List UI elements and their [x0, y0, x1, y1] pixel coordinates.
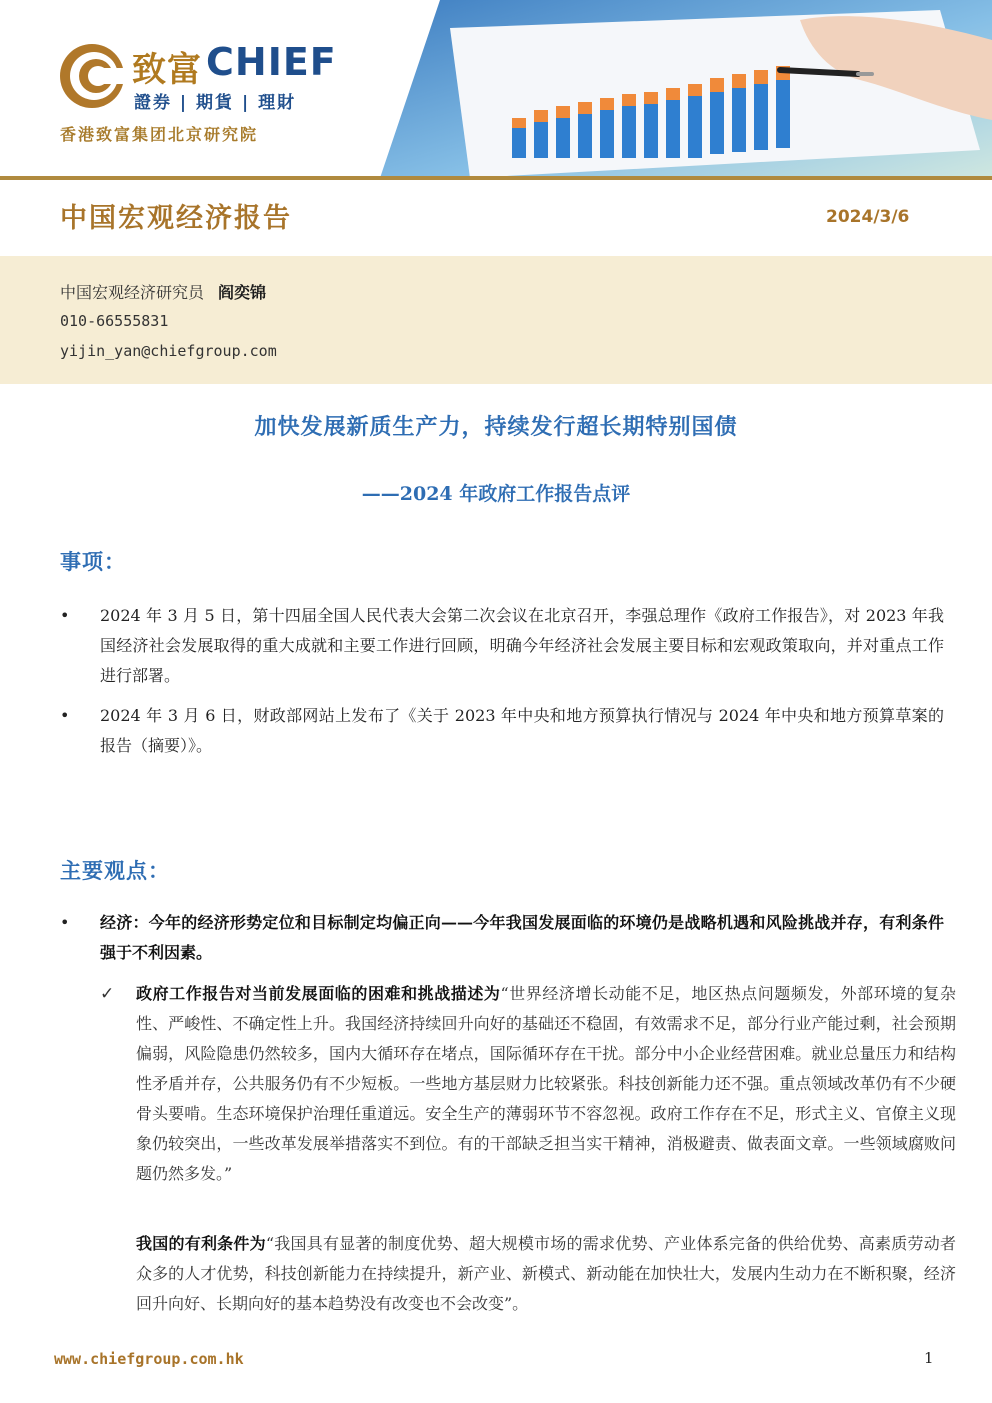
author-email[interactable]: yijin_yan@chiefgroup.com	[60, 342, 277, 360]
brand-name-cn: 致富	[132, 50, 202, 90]
list-item	[60, 908, 944, 968]
check-paragraph-1	[136, 979, 956, 1189]
logo-swirl-icon	[56, 40, 128, 112]
event-text-2: 2024 年 3 月 6 日，财政部网站上发布了《关于 2023 年中央和地方预算执行情况与 2024 年中央和地方预算草案的报告（摘要）》。	[100, 706, 944, 755]
report-date: 2024/3/6	[826, 207, 910, 227]
bullet-icon: •	[60, 913, 70, 932]
check-lead-1: 政府工作报告对当前发展面临的困难和挑战描述为	[136, 984, 501, 1003]
checkmark-icon: ✓	[100, 984, 115, 1004]
brand-tagline: 證券 | 期貨 | 理財	[134, 93, 297, 113]
bullet-icon: •	[60, 606, 70, 625]
views-heading: 主要观点：	[60, 858, 170, 883]
view-point-1-text: 经济：今年的经济形势定位和目标制定均偏正向——今年我国发展面临的环境仍是战略机遇和风险挑战并存，有利条件强于不利因素。	[100, 913, 944, 962]
author-phone: 010-66555831	[60, 312, 169, 330]
footer-website-link[interactable]: www.chiefgroup.com.hk	[54, 1350, 244, 1368]
list-item	[100, 979, 956, 1189]
author-role-line	[60, 280, 266, 303]
list-item	[60, 601, 944, 691]
brand-name-en: CHIEF	[206, 40, 337, 84]
author-name: 阎奕锦	[218, 283, 267, 302]
author-role: 中国宏观经济研究员	[60, 283, 205, 302]
view-point-1	[100, 908, 944, 968]
institute-name: 香港致富集团北京研究院	[60, 125, 259, 144]
report-title: 中国宏观经济报告	[60, 203, 292, 234]
page-number: 1	[924, 1349, 934, 1367]
sub-title: ——2024 年政府工作报告点评	[361, 483, 631, 505]
header-divider	[0, 176, 992, 180]
main-title: 加快发展新质生产力，持续发行超长期特别国债	[254, 414, 738, 440]
bullet-icon: •	[60, 706, 70, 725]
events-heading: 事项：	[60, 549, 126, 574]
list-item	[60, 701, 944, 761]
para-body-2: “我国具有显著的制度优势、超大规模市场的需求优势、产业体系完备的供给优势、高素质劳动者众多的人才优势，科技创新能力在持续提升，新产业、新模式、新动能在加快壮大，发展内生动力在不断积聚，经济回升向好、长期向好的基本趋势没有改变也不会改变”。	[136, 1234, 956, 1313]
company-logo	[56, 40, 376, 120]
report-header	[0, 0, 992, 180]
hero-chart-illustration	[380, 0, 992, 178]
para-lead-2: 我国的有利条件为	[136, 1234, 266, 1253]
check-body-1: “世界经济增长动能不足，地区热点问题频发，外部环境的复杂性、严峻性、不确定性上升。我国经济持续回升向好的基础还不稳固，有效需求不足，部分行业产能过剩，社会预期偏弱，风险隐患仍然较多，国内大循环存在堵点，国际循环存在干扰。部分中小企业经营困难。就业总量压力和结构性矛盾并存，公共服务仍有不少短板。一些地方基层财力比较紧张。科技创新能力还不强。重点领域改革仍有不少硬骨头要啃。生态环境保护治理任重道远。安全生产的薄弱环节不容忽视。政府工作存在不足，形式主义、官僚主义现象仍较突出，一些改革发展举措落实不到位。有的干部缺乏担当实干精神，消极避责、做表面文章。一些领域腐败问题仍然多发。”	[136, 984, 956, 1183]
paragraph-favorable-conditions	[136, 1229, 956, 1319]
author-info-box	[0, 256, 992, 384]
event-text-1: 2024 年 3 月 5 日，第十四届全国人民代表大会第二次会议在北京召开，李强总理作《政府工作报告》，对 2023 年我国经济社会发展取得的重大成就和主要工作进行回顾，明确今年经济社会发展主要目标和宏观政策取向，并对重点工作进行部署。	[100, 606, 944, 685]
